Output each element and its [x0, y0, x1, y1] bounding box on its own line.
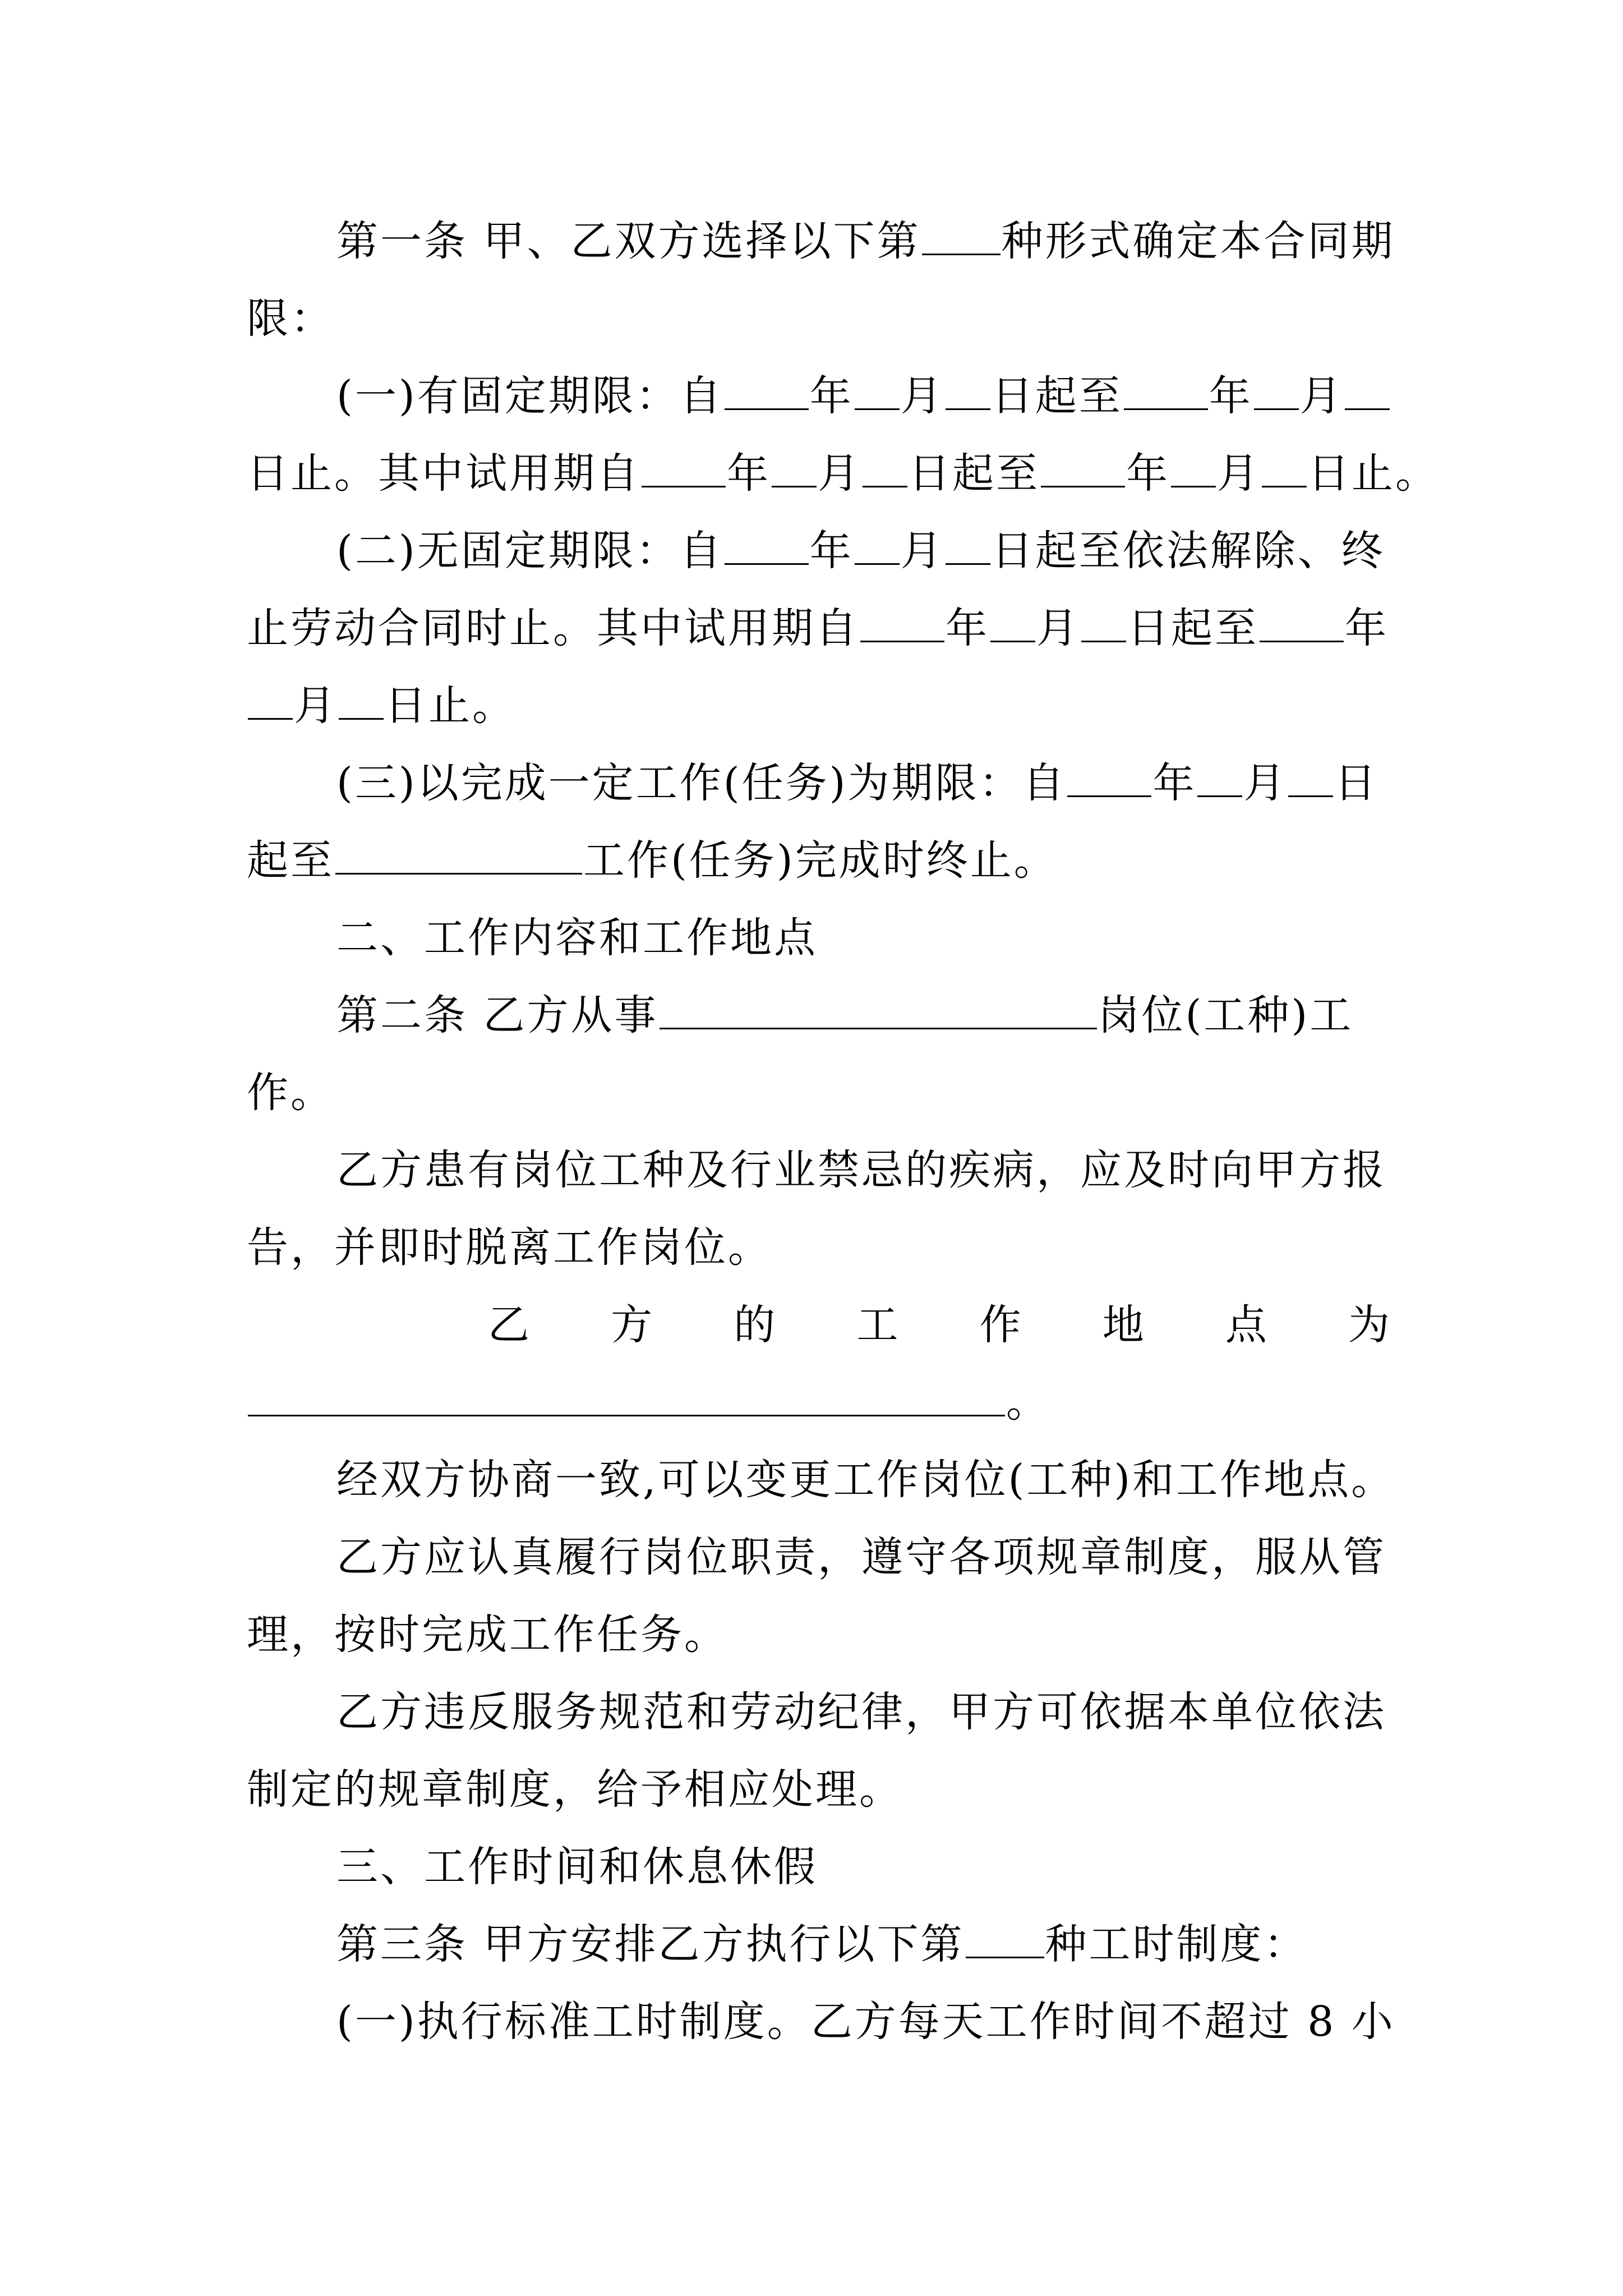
text-run: 乙 — [488, 1301, 532, 1349]
article-2-line-1 — [336, 982, 1353, 1049]
article-1-line-2 — [247, 285, 334, 352]
text-run: 二、工作内容和工作地点 — [336, 914, 818, 962]
blank-year[interactable] — [642, 453, 726, 487]
text-run: 限： — [247, 295, 334, 343]
text-run: 点 — [1225, 1301, 1269, 1349]
duty-clause-line-1 — [336, 1524, 1386, 1591]
blank-hours-system[interactable] — [966, 1924, 1044, 1958]
text-run: 的 — [734, 1301, 778, 1349]
open-term-line-3 — [247, 672, 516, 739]
text-run: 月 — [1217, 449, 1261, 498]
text-run: 日止。 — [385, 682, 516, 730]
fixed-term-line-1 — [336, 362, 1391, 430]
text-run: (一)执行标准工时制度。乙方每天工作时间不超过 8 小 — [336, 1998, 1395, 2046]
blank-workplace[interactable] — [248, 1382, 1005, 1416]
blank-month[interactable] — [1197, 763, 1242, 797]
text-run: 乙方患有岗位工种及行业禁忌的疾病，应及时向甲方报 — [336, 1146, 1386, 1194]
discipline-clause-line-1 — [336, 1678, 1386, 1746]
text-run: 月 — [294, 682, 338, 730]
text-run: 年 — [1209, 372, 1253, 420]
text-run: 第三条 甲方安排乙方执行以下第 — [336, 1920, 965, 1968]
text-run: 工作(任务)完成时终止。 — [583, 836, 1058, 885]
text-run: (二)无固定期限：自 — [336, 527, 723, 575]
text-run: 作 — [979, 1301, 1023, 1349]
blank-month[interactable] — [1171, 453, 1216, 487]
blank-year[interactable] — [725, 376, 809, 410]
article-3-line-1 — [336, 1911, 1308, 1978]
text-run: 第一条 甲、乙双方选择以下第 — [336, 217, 921, 265]
text-run: 年 — [1126, 449, 1170, 498]
blank-month[interactable] — [855, 376, 900, 410]
text-run: 种形式确定本合同期 — [1001, 217, 1395, 265]
blank-year[interactable] — [1041, 453, 1125, 487]
text-run: 年 — [1345, 604, 1389, 652]
text-run: 月 — [1299, 372, 1344, 420]
blank-day[interactable] — [863, 453, 907, 487]
blank-year[interactable] — [860, 608, 944, 642]
section-heading-2 — [336, 904, 818, 972]
text-run: 为 — [1348, 1301, 1392, 1349]
blank-month[interactable] — [248, 685, 293, 720]
task-term-line-2 — [247, 827, 1058, 894]
text-run: 年 — [727, 449, 771, 498]
disease-clause-line-1 — [336, 1137, 1386, 1204]
blank-position[interactable] — [660, 995, 1097, 1029]
text-run: 起至 — [247, 836, 334, 885]
text-run: 乙方违反服务规范和劳动纪律，甲方可依据本单位依法 — [336, 1688, 1386, 1736]
section-heading-3 — [336, 1833, 818, 1901]
text-run: 日起至 — [1127, 604, 1258, 652]
fixed-term-line-2 — [247, 440, 1439, 507]
blank-year[interactable] — [1067, 763, 1151, 797]
blank-day[interactable] — [946, 531, 990, 565]
blank-month[interactable] — [990, 608, 1035, 642]
workplace-clause-line-2 — [247, 1369, 1050, 1436]
text-run: 乙方应认真履行岗位职责，遵守各项规章制度，服从管 — [336, 1533, 1386, 1581]
text-run: 月 — [900, 527, 944, 575]
blank-day[interactable] — [1345, 376, 1390, 410]
text-run: (一)有固定期限：自 — [336, 372, 723, 420]
text-run: 日起至 — [991, 372, 1123, 420]
text-run: 月 — [900, 372, 944, 420]
text-run: 日止。其中试用期自 — [247, 449, 640, 498]
discipline-clause-line-2 — [247, 1756, 903, 1823]
blank-year[interactable] — [1260, 608, 1344, 642]
blank-month[interactable] — [855, 531, 900, 565]
text-run: 第二条 乙方从事 — [336, 991, 658, 1039]
open-term-line-1 — [336, 517, 1385, 585]
article-1-line-1 — [336, 208, 1395, 275]
text-run: 日起至 — [909, 449, 1040, 498]
blank-day[interactable] — [946, 376, 990, 410]
blank-form-number[interactable] — [922, 221, 1000, 255]
text-run: (三)以完成一定工作(任务)为期限：自 — [336, 759, 1067, 807]
text-run: 年 — [809, 372, 854, 420]
text-run: 地 — [1102, 1301, 1146, 1349]
text-run: 种工时制度： — [1045, 1920, 1308, 1968]
text-run: 制定的规章制度，给予相应处理。 — [247, 1765, 903, 1814]
blank-month[interactable] — [772, 453, 817, 487]
text-run: 止劳动合同时止。其中试用期自 — [247, 604, 859, 652]
open-term-line-2 — [247, 595, 1389, 662]
text-run: 日 — [1334, 759, 1378, 807]
duty-clause-line-2 — [247, 1601, 728, 1668]
blank-day[interactable] — [1081, 608, 1126, 642]
blank-year[interactable] — [1124, 376, 1208, 410]
text-run: 日起至依法解除、终 — [991, 527, 1385, 575]
text-run: 作。 — [247, 1069, 334, 1117]
text-run: 年 — [1152, 759, 1197, 807]
text-run: 理，按时完成工作任务。 — [247, 1611, 728, 1659]
change-clause — [336, 1446, 1395, 1513]
text-run: 方 — [611, 1301, 655, 1349]
task-term-line-1 — [336, 749, 1378, 817]
text-run: 经双方协商一致,可以变更工作岗位(工种)和工作地点。 — [336, 1456, 1395, 1504]
workplace-clause-line-1 — [488, 1291, 1392, 1359]
blank-year[interactable] — [725, 531, 809, 565]
text-run: 。 — [1006, 1378, 1050, 1427]
text-run: 工 — [856, 1301, 901, 1349]
text-run: 三、工作时间和休息休假 — [336, 1843, 818, 1891]
standard-hours-line-1 — [336, 1988, 1395, 2055]
text-run: 月 — [1036, 604, 1080, 652]
article-2-line-2 — [247, 1059, 334, 1126]
disease-clause-line-2 — [247, 1214, 772, 1281]
blank-task[interactable] — [335, 840, 582, 875]
text-run: 告，并即时脱离工作岗位。 — [247, 1223, 772, 1272]
blank-day[interactable] — [339, 685, 384, 720]
blank-month[interactable] — [1254, 376, 1299, 410]
text-run: 年 — [809, 527, 854, 575]
blank-day[interactable] — [1288, 763, 1333, 797]
text-run: 岗位(工种)工 — [1098, 991, 1354, 1039]
text-run: 日止。 — [1308, 449, 1439, 498]
text-run: 月 — [818, 449, 861, 498]
text-run: 月 — [1243, 759, 1288, 807]
text-run: 年 — [946, 604, 989, 652]
blank-day[interactable] — [1262, 453, 1307, 487]
